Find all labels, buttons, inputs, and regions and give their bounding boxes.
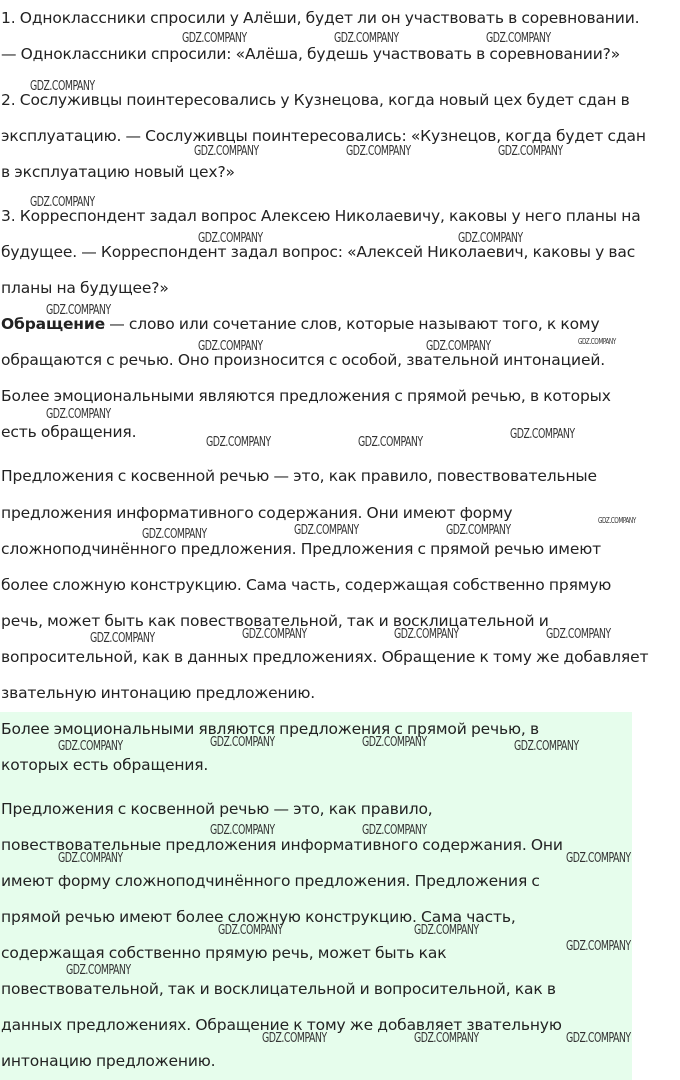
watermark: GDZ.COMPANY [362, 823, 427, 838]
watermark: GDZ.COMPANY [458, 231, 523, 246]
example-3-line-1: 3. Корреспондент задал вопрос Алексею Николаевичу, каковы у него планы на [1, 207, 641, 225]
analysis-line-8: вопросительной, как в данных предложениях. Обращение к тому же добавляет [1, 648, 649, 666]
watermark: GDZ.COMPANY [566, 939, 631, 954]
watermark: GDZ.COMPANY [198, 339, 263, 354]
watermark: GDZ.COMPANY [194, 144, 259, 159]
analysis-line-1: Более эмоциональными являются предложения с прямой речью, в которых [1, 387, 611, 405]
watermark: GDZ.COMPANY [426, 339, 491, 354]
watermark: GDZ.COMPANY [498, 144, 563, 159]
example-1-line-2: — Одноклассники спросили: «Алёша, будешь участвовать в соревновании?» [1, 45, 621, 63]
watermark: GDZ.COMPANY [486, 31, 551, 46]
watermark: GDZ.COMPANY [30, 195, 95, 210]
example-3-line-2: будущее. — Корреспондент задал вопрос: «Алексей Николаевич, каковы у вас [1, 243, 636, 261]
watermark: GDZ.COMPANY [218, 923, 283, 938]
watermark: GDZ.COMPANY [334, 31, 399, 46]
watermark: GDZ.COMPANY [578, 337, 616, 346]
definition-text: — слово или сочетание слов, которые называют того, к кому [104, 315, 600, 333]
definition-term: Обращение [1, 315, 105, 333]
watermark: GDZ.COMPANY [58, 851, 123, 866]
highlight-line-5: имеют форму сложноподчинённого предложения. Предложения с [1, 872, 540, 890]
watermark: GDZ.COMPANY [210, 735, 275, 750]
watermark: GDZ.COMPANY [66, 963, 131, 978]
watermark: GDZ.COMPANY [198, 231, 263, 246]
watermark: GDZ.COMPANY [346, 144, 411, 159]
watermark: GDZ.COMPANY [30, 79, 95, 94]
highlight-line-9: данных предложениях. Обращение к тому же добавляет звательную [1, 1016, 562, 1034]
watermark: GDZ.COMPANY [58, 739, 123, 754]
highlight-line-8: повествовательной, так и восклицательной и вопросительной, как в [1, 980, 556, 998]
watermark: GDZ.COMPANY [90, 631, 155, 646]
watermark: GDZ.COMPANY [546, 627, 611, 642]
highlight-line-1: Более эмоциональными являются предложения с прямой речью, в [1, 720, 539, 738]
watermark: GDZ.COMPANY [566, 1031, 631, 1046]
watermark: GDZ.COMPANY [362, 735, 427, 750]
watermark: GDZ.COMPANY [598, 516, 636, 525]
watermark: GDZ.COMPANY [46, 407, 111, 422]
analysis-line-7: речь, может быть как повествовательной, так и восклицательной и [1, 612, 549, 630]
analysis-line-4: предложения информативного содержания. Они имеют форму [1, 504, 513, 522]
watermark: GDZ.COMPANY [206, 435, 271, 450]
highlight-line-2: которых есть обращения. [1, 756, 209, 774]
watermark: GDZ.COMPANY [358, 435, 423, 450]
example-2-line-2: эксплуатацию. — Сослуживцы поинтересовались: «Кузнецов, когда будет сдан [1, 127, 646, 145]
watermark: GDZ.COMPANY [242, 627, 307, 642]
highlight-line-3: Предложения с косвенной речью — это, как правило, [1, 800, 433, 818]
definition-line-1 [1, 314, 599, 334]
analysis-line-9: звательную интонацию предложению. [1, 684, 316, 702]
analysis-line-3: Предложения с косвенной речью — это, как правило, повествовательные [1, 467, 597, 485]
watermark: GDZ.COMPANY [446, 523, 511, 538]
definition-line-2: обращаются с речью. Оно произносится с особой, звательной интонацией. [1, 351, 606, 369]
watermark: GDZ.COMPANY [414, 923, 479, 938]
analysis-line-5: сложноподчинённого предложения. Предложения с прямой речью имеют [1, 540, 601, 558]
watermark: GDZ.COMPANY [566, 851, 631, 866]
watermark: GDZ.COMPANY [182, 31, 247, 46]
highlight-line-6: прямой речью имеют более сложную конструкцию. Сама часть, [1, 908, 516, 926]
watermark: GDZ.COMPANY [510, 427, 575, 442]
watermark: GDZ.COMPANY [394, 627, 459, 642]
watermark: GDZ.COMPANY [142, 527, 207, 542]
example-3-line-3: планы на будущее?» [1, 279, 169, 297]
watermark: GDZ.COMPANY [210, 823, 275, 838]
analysis-line-2: есть обращения. [1, 423, 137, 441]
watermark: GDZ.COMPANY [294, 523, 359, 538]
highlight-line-7: содержащая собственно прямую речь, может быть как [1, 944, 447, 962]
analysis-line-6: более сложную конструкцию. Сама часть, содержащая собственно прямую [1, 576, 612, 594]
watermark: GDZ.COMPANY [514, 739, 579, 754]
highlight-line-10: интонацию предложению. [1, 1052, 216, 1070]
watermark: GDZ.COMPANY [414, 1031, 479, 1046]
example-2-line-3: в эксплуатацию новый цех?» [1, 163, 235, 181]
example-1-line-1: 1. Одноклассники спросили у Алёши, будет ли он участвовать в соревновании. [1, 9, 640, 27]
example-2-line-1: 2. Сослуживцы поинтересовались у Кузнецова, когда новый цех будет сдан в [1, 91, 630, 109]
watermark: GDZ.COMPANY [262, 1031, 327, 1046]
watermark: GDZ.COMPANY [46, 303, 111, 318]
highlight-line-4: повествовательные предложения информативного содержания. Они [1, 836, 563, 854]
